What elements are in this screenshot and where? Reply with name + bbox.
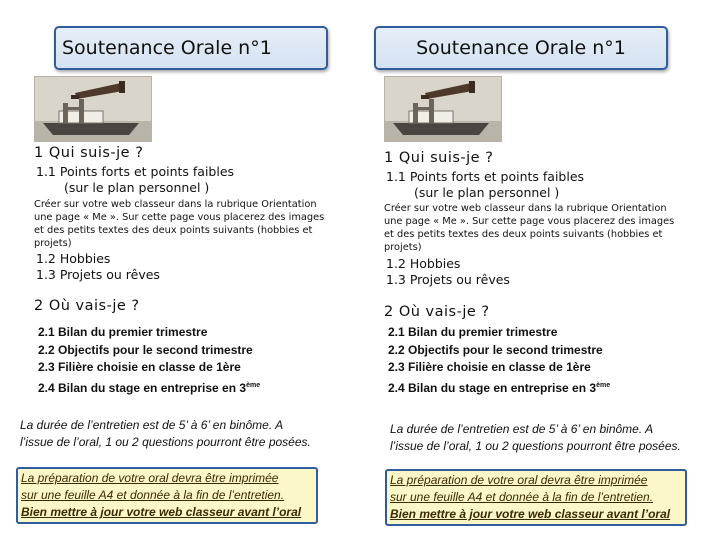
item-1-3: 1.3 Projets ou rêves [386, 272, 510, 287]
list-item: 2.4 Bilan du stage en entreprise en 3ème [388, 380, 611, 395]
slide-title: Soutenance Orale n°1 [374, 26, 668, 70]
right-slide [368, 0, 708, 540]
telescope-boat-photo [384, 76, 502, 142]
item-1-1: 1.1 Points forts et points faibles [386, 169, 585, 184]
left-slide [14, 0, 354, 540]
item-1-2: 1.2 Hobbies [36, 251, 111, 266]
intro-text: La durée de l’entretien est de 5’ à 6’ en binôme. A l’issue de l’oral, 1 ou 2 questions pourront être posées. [20, 418, 311, 449]
item-1-1-sub: (sur le plan personnel ) [414, 185, 560, 200]
note-line: sur une feuille A4 et donnée à la fin de l’entretien. [21, 488, 285, 502]
note-line-bold: Bien mettre à jour votre web classeur avant l’oral [21, 505, 302, 519]
section-2-heading: 2 Où vais-je ? [384, 304, 490, 320]
slide-title: Soutenance Orale n°1 [54, 26, 328, 70]
list-item: 2.3 Filière choisie en classe de 1ère [388, 360, 591, 374]
item-1-1: 1.1 Points forts et points faibles [36, 164, 235, 179]
instructions-text: Créer sur votre web classeur dans la rubrique Orientation une page « Me ». Sur cette page vous placerez des images et des petits textes des deux points suivants (hobbies et projets) [384, 203, 675, 253]
list-item: 2.2 Objectifs pour le second trimestre [388, 342, 603, 357]
item-1-2: 1.2 Hobbies [386, 256, 461, 271]
note-line: sur une feuille A4 et donnée à la fin de l’entretien. [390, 490, 654, 504]
section-2-list [38, 324, 260, 397]
list-item: 2.1 Bilan du premier trimestre [38, 325, 208, 339]
note-line: La préparation de votre oral devra être imprimée [21, 471, 279, 485]
telescope-boat-photo [34, 76, 152, 142]
instructions-text: Créer sur votre web classeur dans la rubrique Orientation une page « Me ». Sur cette page vous placerez des images et des petits textes des deux points suivants (hobbies et projets) [34, 199, 325, 249]
item-1-1-sub: (sur le plan personnel ) [64, 180, 210, 195]
intro-text: La durée de l’entretien est de 5’ à 6’ en binôme. A l’issue de l’oral, 1 ou 2 questions pourront être posées. [390, 422, 681, 453]
section-2-heading: 2 Où vais-je ? [34, 298, 140, 314]
list-item: 2.1 Bilan du premier trimestre [388, 325, 558, 339]
section-1-heading: 1 Qui suis-je ? [384, 150, 494, 166]
note-line: La préparation de votre oral devra être imprimée [390, 473, 648, 487]
section-1-heading: 1 Qui suis-je ? [34, 145, 144, 161]
item-1-3: 1.3 Projets ou rêves [36, 267, 160, 282]
note-line-bold: Bien mettre à jour votre web classeur avant l’oral [390, 507, 671, 521]
section-2-list [388, 324, 610, 397]
note-box [16, 467, 318, 524]
list-item: 2.4 Bilan du stage en entreprise en 3ème [38, 380, 261, 395]
list-item: 2.3 Filière choisie en classe de 1ère [38, 360, 241, 374]
note-box [385, 469, 687, 526]
list-item: 2.2 Objectifs pour le second trimestre [38, 342, 253, 357]
